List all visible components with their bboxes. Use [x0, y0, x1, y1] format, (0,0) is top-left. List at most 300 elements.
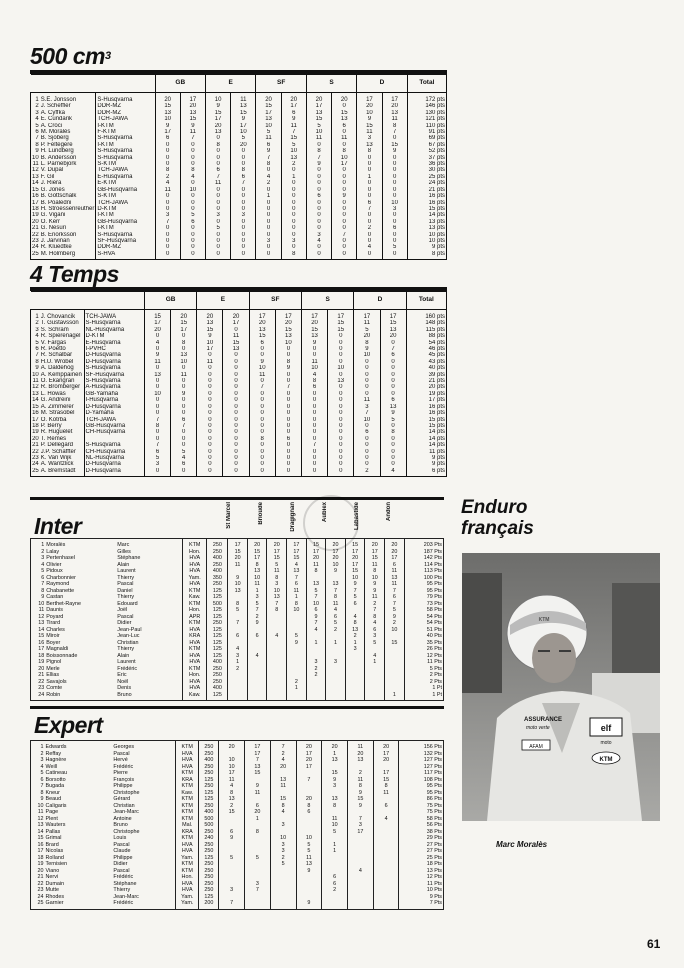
- table-cell: Yam.: [176, 855, 199, 862]
- table-cell: 15: [267, 555, 287, 562]
- table-cell: 10: [385, 627, 405, 634]
- table-cell: 0: [332, 103, 357, 109]
- table-cell: 10: [267, 588, 287, 595]
- table-cell: J. Chovancik: [40, 310, 84, 321]
- table-cell: 15: [322, 770, 348, 777]
- table-cell: 14: [32, 397, 39, 404]
- table-cell: 17: [328, 310, 354, 321]
- table-cell: 0: [382, 135, 407, 141]
- table-cell: 3: [31, 327, 40, 333]
- table-cell: 7: [41, 581, 45, 587]
- table-cell: 9: [197, 333, 223, 339]
- table-cell: 30 pts: [407, 167, 446, 173]
- table-cell: Alain: [117, 652, 130, 659]
- table-row: [31, 93, 447, 104]
- table-cell: 6: [357, 200, 382, 206]
- table-cell: 11: [245, 790, 271, 797]
- table-cell: 8: [281, 251, 306, 260]
- table-header-cell: D: [357, 75, 407, 93]
- table-cell: Christian: [117, 639, 139, 646]
- table-cell: H. Stroessenreuther: [40, 205, 95, 212]
- table-cell: 11: [155, 187, 180, 193]
- table-cell: NL-Husqvarna: [84, 327, 144, 333]
- table-cell: 250: [199, 770, 219, 777]
- table-cell: 0: [332, 129, 357, 135]
- table-cell: 16: [38, 639, 45, 646]
- table-cell: 21 pts: [406, 378, 446, 384]
- table-cell: 7: [144, 417, 170, 423]
- table-cell: Philippe: [113, 783, 133, 789]
- table-cell: 8: [365, 568, 385, 575]
- table-cell: 0: [171, 333, 197, 339]
- table-cell: E. Cundarik: [40, 116, 96, 122]
- table-cell: 20: [270, 764, 296, 771]
- table-cell: 4: [256, 174, 281, 180]
- table-cell: S-KTM: [96, 193, 155, 199]
- table-cell: Chabanette: [46, 587, 75, 594]
- table-cell: 3: [345, 646, 365, 653]
- table-cell: 7: [219, 900, 245, 909]
- table-cell: B. Gottschalk: [40, 193, 96, 199]
- table-cell: 0: [328, 423, 354, 429]
- table-cell: 4: [171, 455, 197, 461]
- table-cell: 0: [382, 187, 407, 193]
- table-cell: 0: [275, 461, 301, 467]
- table-cell: 15: [32, 403, 39, 410]
- table-cell: 110 pts: [407, 123, 446, 129]
- table-cell: 9: [296, 900, 322, 909]
- table-cell: 20: [219, 741, 245, 751]
- table-cell: HVA: [182, 653, 207, 660]
- table-cell: G. Vigani: [40, 212, 96, 218]
- table-cell: 500: [199, 822, 219, 829]
- venue-st-marcel: St Marcel: [226, 502, 232, 529]
- table-cell: 9: [287, 640, 307, 647]
- table-cell: E-Husqvarna: [84, 340, 144, 346]
- table-cell: 0: [144, 429, 170, 435]
- table-cell: 17: [306, 549, 326, 556]
- table-cell: Castan: [46, 594, 64, 600]
- table-cell: S-Husqvarna: [96, 155, 155, 161]
- table-cell: 20: [171, 310, 197, 321]
- table-cell: 22: [32, 448, 39, 455]
- table-cell: 15: [256, 103, 281, 109]
- table-cell: 0: [275, 455, 301, 461]
- table-cell: 95 Pts: [399, 790, 444, 797]
- table-cell: 0: [171, 404, 197, 410]
- table-cell: R. Spierenagel: [40, 333, 84, 339]
- table-cell: 10: [287, 607, 307, 614]
- table-cell: V. Fargas: [40, 340, 84, 346]
- table-cell: 0: [306, 200, 331, 206]
- table-cell: 117 Pts: [399, 770, 444, 777]
- table-cell: 8: [40, 789, 44, 796]
- table-header-blank: [31, 292, 145, 310]
- table-cell: 13: [270, 777, 296, 784]
- table-cell: 0: [332, 212, 357, 218]
- table-cell: Georges: [113, 744, 135, 750]
- table-cell: Daunis: [46, 607, 63, 613]
- table-cell: 2: [219, 803, 245, 810]
- table-cell: Jean-Marc: [113, 809, 139, 815]
- table-cell: François: [113, 776, 135, 783]
- table-cell: 5: [287, 633, 307, 640]
- table-cell: 9: [275, 365, 301, 371]
- table-cell: Mutte: [45, 887, 60, 893]
- table-cell: HVA: [176, 848, 199, 855]
- table-cell: 0: [354, 391, 380, 397]
- venue-dragignan: Dragignan: [290, 502, 296, 532]
- table-cell: 0: [197, 436, 223, 442]
- table-cell: 0: [180, 238, 205, 244]
- table-cell: 13: [245, 764, 271, 771]
- table-cell: O. Kerr: [40, 219, 96, 225]
- table-cell: 7: [382, 129, 407, 135]
- table-cell: 20: [385, 549, 405, 556]
- table-cell: 20: [155, 93, 180, 104]
- table-cell: 0: [275, 410, 301, 416]
- table-cell: 0: [180, 244, 205, 250]
- table-cell: 9: [380, 410, 406, 416]
- table-cell: 1: [357, 174, 382, 180]
- table-cell: Yam.: [176, 900, 199, 909]
- table-cell: 11: [197, 359, 223, 365]
- table-cell: HVA: [176, 887, 199, 894]
- table-cell: 0: [180, 161, 205, 167]
- table-cell: 17: [219, 770, 245, 777]
- table-cell: 18 Pts: [399, 861, 444, 868]
- table-cell: 0: [144, 333, 170, 339]
- table-cell: 0: [144, 365, 170, 371]
- table-cell: 17: [373, 751, 399, 758]
- table-cell: Page: [45, 809, 59, 815]
- table-cell: 10: [32, 154, 39, 161]
- table-cell: 7: [306, 620, 326, 627]
- table-cell: 6: [155, 135, 180, 141]
- table-cell: 0: [231, 200, 256, 206]
- watermark-stamp: [303, 495, 359, 551]
- table-cell: 0: [231, 148, 256, 154]
- table-cell: Jean-Paul: [117, 626, 142, 633]
- table-cell: 3: [31, 110, 40, 116]
- table-cell: 17: [32, 199, 39, 206]
- table-cell: Frédéric: [113, 874, 134, 880]
- table-cell: 54 pts: [406, 340, 446, 346]
- table-cell: TCH-JAWA: [84, 417, 144, 423]
- table-cell: 250: [199, 803, 219, 810]
- table-cell: 17: [296, 764, 322, 771]
- table-cell: 7: [249, 384, 275, 390]
- table-cell: 2: [270, 855, 296, 862]
- table-cell: Tirard: [46, 620, 61, 626]
- table-cell: 0: [231, 161, 256, 167]
- table-row: [31, 539, 444, 549]
- table-cell: Kaw.: [182, 594, 207, 601]
- table-cell: 39 pts: [406, 372, 446, 378]
- table-cell: 6: [247, 633, 267, 640]
- table-cell: Yam.: [176, 894, 199, 901]
- table-cell: 17: [245, 741, 271, 751]
- table-cell: 0: [206, 148, 231, 154]
- table-cell: 11: [231, 93, 256, 104]
- table-cell: 10: [326, 562, 346, 569]
- table-cell: 6: [345, 601, 365, 608]
- table-cell: HVA: [182, 568, 207, 575]
- table-cell: 0: [332, 187, 357, 193]
- table-cell: 56 Pts: [399, 822, 444, 829]
- table-cell: 5: [180, 212, 205, 218]
- table-cell: 0: [171, 346, 197, 352]
- table-cell: 8: [31, 142, 40, 148]
- table-cell: 8: [382, 123, 407, 129]
- table-cell: 8: [270, 803, 296, 810]
- table-cell: 16: [37, 841, 44, 848]
- table-cell: 250: [199, 887, 219, 894]
- table-cell: 5: [256, 129, 281, 135]
- table-cell: Pascal: [113, 750, 130, 757]
- table-row: [31, 251, 447, 260]
- table-cell: 0: [249, 352, 275, 358]
- table-cell: 5: [380, 417, 406, 423]
- table-cell: 0: [155, 155, 180, 161]
- table-cell: 7: [347, 816, 373, 823]
- table-cell: 23: [37, 887, 44, 893]
- table-cell: O. Ekangran: [40, 378, 84, 384]
- table-cell: Pertenhasel: [46, 555, 75, 561]
- table-cell: 7: [365, 607, 385, 614]
- table-cell: KRA: [176, 777, 199, 784]
- table-cell: 0: [206, 206, 231, 212]
- table-cell: 17: [357, 93, 382, 104]
- table-cell: Antoine: [113, 815, 132, 822]
- table-cell: 73 Pts: [404, 601, 443, 608]
- table-cell: 0: [281, 225, 306, 231]
- table-cell: 0: [223, 449, 249, 455]
- table-cell: 17: [287, 549, 307, 556]
- table-cell: 1 Pt: [404, 692, 443, 701]
- table-cell: 0: [306, 180, 331, 186]
- table-cell: 22: [37, 880, 44, 887]
- table-cell: M. Holmberg: [40, 251, 96, 260]
- table-cell: 0: [380, 365, 406, 371]
- table-cell: 6: [287, 581, 307, 588]
- table-cell: KRA: [182, 633, 207, 640]
- table-cell: SF-Husqvarna: [96, 238, 155, 244]
- table-cell: 17: [385, 555, 405, 562]
- table-cell: Kaw.: [176, 790, 199, 797]
- table-cell: 11: [171, 372, 197, 378]
- table-cell: 4: [373, 816, 399, 823]
- table-cell: Savajols: [46, 678, 67, 685]
- table-cell: 8: [332, 148, 357, 154]
- table-cell: 0: [328, 455, 354, 461]
- results-table-4temps: [30, 291, 447, 477]
- table-cell: 3: [40, 757, 44, 763]
- table-cell: 15: [357, 123, 382, 129]
- table-cell: 22: [32, 231, 39, 238]
- table-cell: 16 pts: [407, 193, 446, 199]
- table-cell: 40 Pts: [404, 633, 443, 640]
- table-cell: R. Schalbar: [40, 352, 84, 358]
- table-cell: 14: [32, 180, 39, 187]
- table-cell: 17: [249, 310, 275, 321]
- table-cell: 25: [31, 468, 40, 477]
- table-cell: G. Andreini: [40, 397, 84, 403]
- table-cell: Pascal: [113, 841, 130, 848]
- table-cell: E-KTM: [96, 180, 155, 186]
- table-cell: 27 Pts: [399, 848, 444, 855]
- table-cell: 10: [171, 359, 197, 365]
- results-table-500: [30, 74, 447, 260]
- table-cell: 14: [38, 626, 45, 633]
- table-cell: 1: [247, 588, 267, 595]
- table-cell: 0: [281, 167, 306, 173]
- table-cell: 86 Pts: [399, 796, 444, 803]
- table-cell: 14 pts: [406, 442, 446, 448]
- table-cell: 16: [32, 193, 39, 200]
- section-500-title: 500 $cm^3$: [30, 43, 111, 69]
- table-cell: 5: [270, 861, 296, 868]
- table-cell: Jean-Marc: [113, 893, 139, 900]
- table-cell: 8: [267, 575, 287, 582]
- table-cell: Thierry: [117, 574, 135, 581]
- table-cell: 15: [275, 327, 301, 333]
- table-header-cell: SF: [249, 292, 301, 310]
- table-cell: 5: [144, 455, 170, 461]
- table-cell: 5 Pts: [404, 666, 443, 673]
- table-cell: 12 Pts: [399, 874, 444, 881]
- table-cell: 125: [207, 614, 228, 621]
- table-cell: 4: [31, 116, 40, 122]
- table-cell: 250: [199, 842, 219, 849]
- table-cell: 0: [223, 436, 249, 442]
- table-cell: 0: [382, 238, 407, 244]
- table-cell: 250: [207, 581, 228, 588]
- table-cell: 125: [199, 777, 219, 784]
- table-cell: 10: [219, 757, 245, 764]
- table-cell: 0: [301, 346, 327, 352]
- table-cell: Philippe: [113, 854, 133, 861]
- table-cell: 12: [32, 167, 39, 174]
- table-cell: V. Dupal: [40, 167, 96, 173]
- table-cell: 0: [354, 378, 380, 384]
- table-cell: 17 pts: [406, 397, 446, 403]
- table-cell: 0: [275, 352, 301, 358]
- table-cell: 9: [382, 148, 407, 154]
- table-cell: 10: [144, 391, 170, 397]
- table-cell: 0: [231, 238, 256, 244]
- table-cell: 0: [256, 219, 281, 225]
- table-cell: 0: [301, 449, 327, 455]
- table-cell: 0: [281, 206, 306, 212]
- table-cell: 0: [306, 251, 331, 260]
- table-cell: 10: [354, 417, 380, 423]
- table-cell: 400: [207, 555, 228, 562]
- photo-logo-afam: AFAM: [529, 744, 543, 750]
- table-cell: 9: [228, 575, 248, 582]
- table-cell: 11: [144, 359, 170, 365]
- table-cell: S-Husqvarna: [84, 378, 144, 384]
- table-cell: 9: [326, 568, 346, 575]
- table-cell: 2: [31, 103, 40, 109]
- table-cell: 0: [256, 200, 281, 206]
- table-cell: 15: [155, 103, 180, 109]
- table-cell: 10: [155, 116, 180, 122]
- table-cell: 9: [365, 581, 385, 588]
- table-cell: 0: [382, 161, 407, 167]
- table-cell: GB-Husqvarna: [96, 187, 155, 193]
- table-cell: 20: [32, 435, 39, 442]
- table-cell: 0: [180, 225, 205, 231]
- table-cell: 0: [180, 148, 205, 154]
- table-cell: 5: [365, 640, 385, 647]
- table-cell: Hon.: [182, 672, 207, 679]
- table-cell: 15 pts: [406, 417, 446, 423]
- table-cell: 27 Pts: [399, 842, 444, 849]
- table-cell: 17: [380, 310, 406, 321]
- table-cell: 67 pts: [407, 142, 446, 148]
- table-cell: 10: [219, 764, 245, 771]
- table-cell: 10: [197, 340, 223, 346]
- table-cell: 0: [275, 442, 301, 448]
- table-cell: 0: [206, 200, 231, 206]
- table-cell: TCH-JAWA: [96, 200, 155, 206]
- table-cell: 11: [37, 809, 44, 815]
- table-cell: Charles: [46, 626, 65, 633]
- table-cell: 0: [354, 423, 380, 429]
- section-expert-title: Expert: [34, 712, 103, 738]
- table-cell: 8: [301, 378, 327, 384]
- table-cell: 4: [345, 614, 365, 621]
- table-cell: 0: [328, 449, 354, 455]
- table-cell: 20: [385, 539, 405, 549]
- table-cell: 15: [228, 549, 248, 556]
- table-cell: 6: [332, 123, 357, 129]
- table-cell: 11: [373, 790, 399, 797]
- table-cell: 0: [249, 449, 275, 455]
- table-cell: 8: [249, 436, 275, 442]
- table-cell: 0: [357, 251, 382, 260]
- table-cell: 17: [197, 346, 223, 352]
- table-cell: Frédéric: [117, 665, 138, 672]
- table-cell: 13: [32, 173, 39, 180]
- table-cell: 16: [32, 410, 39, 417]
- table-cell: 0: [380, 449, 406, 455]
- table-cell: 172 pts: [407, 93, 446, 104]
- table-cell: 5: [247, 601, 267, 608]
- table-cell: 5: [219, 855, 245, 862]
- table-cell: Edwards: [45, 744, 67, 750]
- table-cell: GB-Husqvarna: [96, 219, 155, 225]
- table-cell: KTM: [176, 796, 199, 803]
- table-cell: 8: [144, 423, 170, 429]
- table-cell: 20: [332, 93, 357, 104]
- table-cell: 250: [199, 848, 219, 855]
- table-cell: 0: [155, 161, 180, 167]
- table-cell: D-Husqvarna: [84, 404, 144, 410]
- table-cell: 11 Pts: [404, 659, 443, 666]
- table-cell: 5: [267, 562, 287, 569]
- table-cell: 10 pts: [407, 232, 446, 238]
- table-cell: 1 Pt: [404, 685, 443, 692]
- table-cell: 0: [382, 167, 407, 173]
- table-cell: L. Howas: [40, 391, 84, 397]
- table-cell: 11: [249, 372, 275, 378]
- table-cell: 4: [144, 340, 170, 346]
- table-cell: G. Jones: [40, 187, 96, 193]
- table-cell: 15: [287, 555, 307, 562]
- table-cell: 0: [306, 174, 331, 180]
